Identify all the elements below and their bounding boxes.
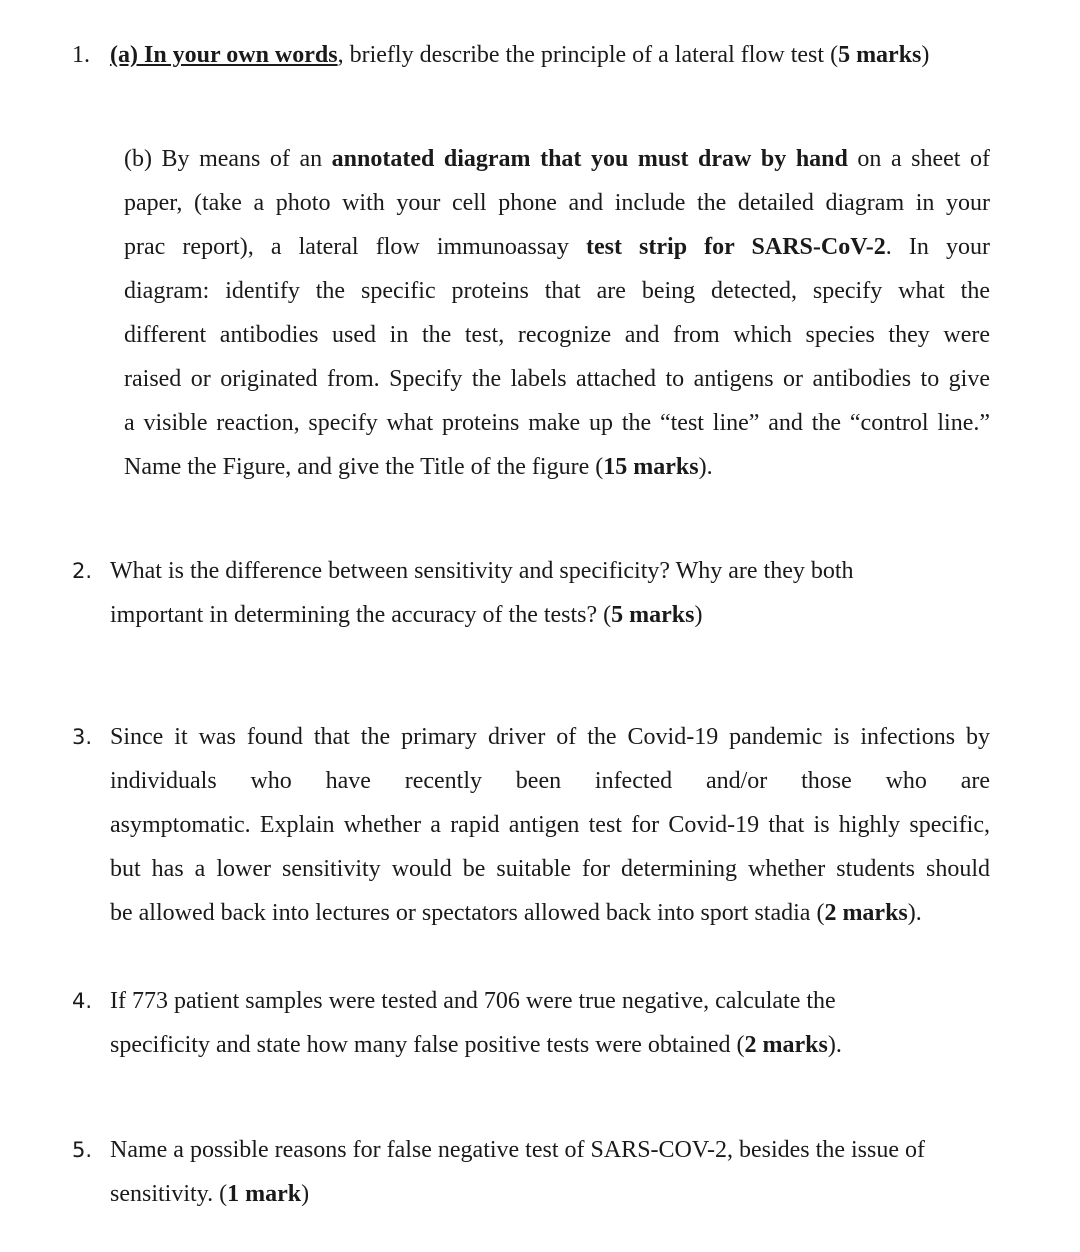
question-3-marks: 2 marks — [824, 900, 908, 926]
question-5-number: 5. — [72, 1138, 93, 1162]
question-1a-label: (a) In your own words — [110, 42, 338, 68]
question-1b-line-2: paper, (take a photo with your cell phone and include the detailed diagram in your — [124, 190, 990, 216]
question-4-line-2: specificity and state how many false positive tests were obtained (2 marks). — [110, 1032, 842, 1058]
question-1b-line-3: prac report), a lateral flow immunoassay test strip for SARS-CoV-2. In your — [124, 234, 991, 260]
question-2-marks: 5 marks — [611, 602, 695, 628]
question-3-number: 3. — [72, 725, 93, 749]
question-1b-line-4: diagram: identify the specific proteins that are being detected, specify what the — [124, 278, 990, 304]
question-1b-line-6: raised or originated from. Specify the labels attached to antigens or antibodies to give — [124, 366, 990, 392]
question-5-marks: 1 mark — [227, 1181, 302, 1207]
question-1a-marks: 5 marks — [838, 42, 922, 68]
question-1b-line-5: different antibodies used in the test, recognize and from which species they were — [124, 322, 990, 348]
question-2-line-1: What is the difference between sensitivity and specificity? Why are they both — [110, 558, 854, 584]
question-5-line-2: sensitivity. (1 mark) — [110, 1181, 310, 1207]
question-1a-text: (a) In your own words, briefly describe the principle of a lateral flow test (5 marks) — [110, 42, 930, 68]
question-1b-line-1: (b) By means of an annotated diagram that you must draw by hand on a sheet of — [124, 146, 990, 172]
question-3-line-1: Since it was found that the primary driver of the Covid-19 pandemic is infections by — [110, 724, 990, 750]
question-3-line-5: be allowed back into lectures or spectators allowed back into sport stadia (2 marks). — [110, 900, 922, 926]
question-4-line-1: If 773 patient samples were tested and 706 were true negative, calculate the — [110, 988, 836, 1014]
question-4-number: 4. — [72, 989, 93, 1013]
question-1b-line-8: Name the Figure, and give the Title of the figure (15 marks). — [124, 454, 713, 480]
question-5-line-1: Name a possible reasons for false negative test of SARS-COV-2, besides the issue of — [110, 1137, 925, 1163]
question-2-number: 2. — [72, 559, 93, 583]
question-2-line-2: important in determining the accuracy of the tests? (5 marks) — [110, 602, 703, 628]
question-3-line-4: but has a lower sensitivity would be suitable for determining whether students should — [110, 856, 990, 882]
question-1b-line-7: a visible reaction, specify what proteins make up the “test line” and the “control line.” — [124, 410, 990, 436]
question-3-line-3: asymptomatic. Explain whether a rapid antigen test for Covid-19 that is highly specific, — [110, 812, 990, 838]
question-4-marks: 2 marks — [744, 1032, 828, 1058]
question-1-number: 1. — [72, 42, 90, 68]
question-3-line-2: individuals who have recently been infected and/or those who are — [110, 768, 990, 794]
question-1b-marks: 15 marks — [603, 454, 699, 480]
